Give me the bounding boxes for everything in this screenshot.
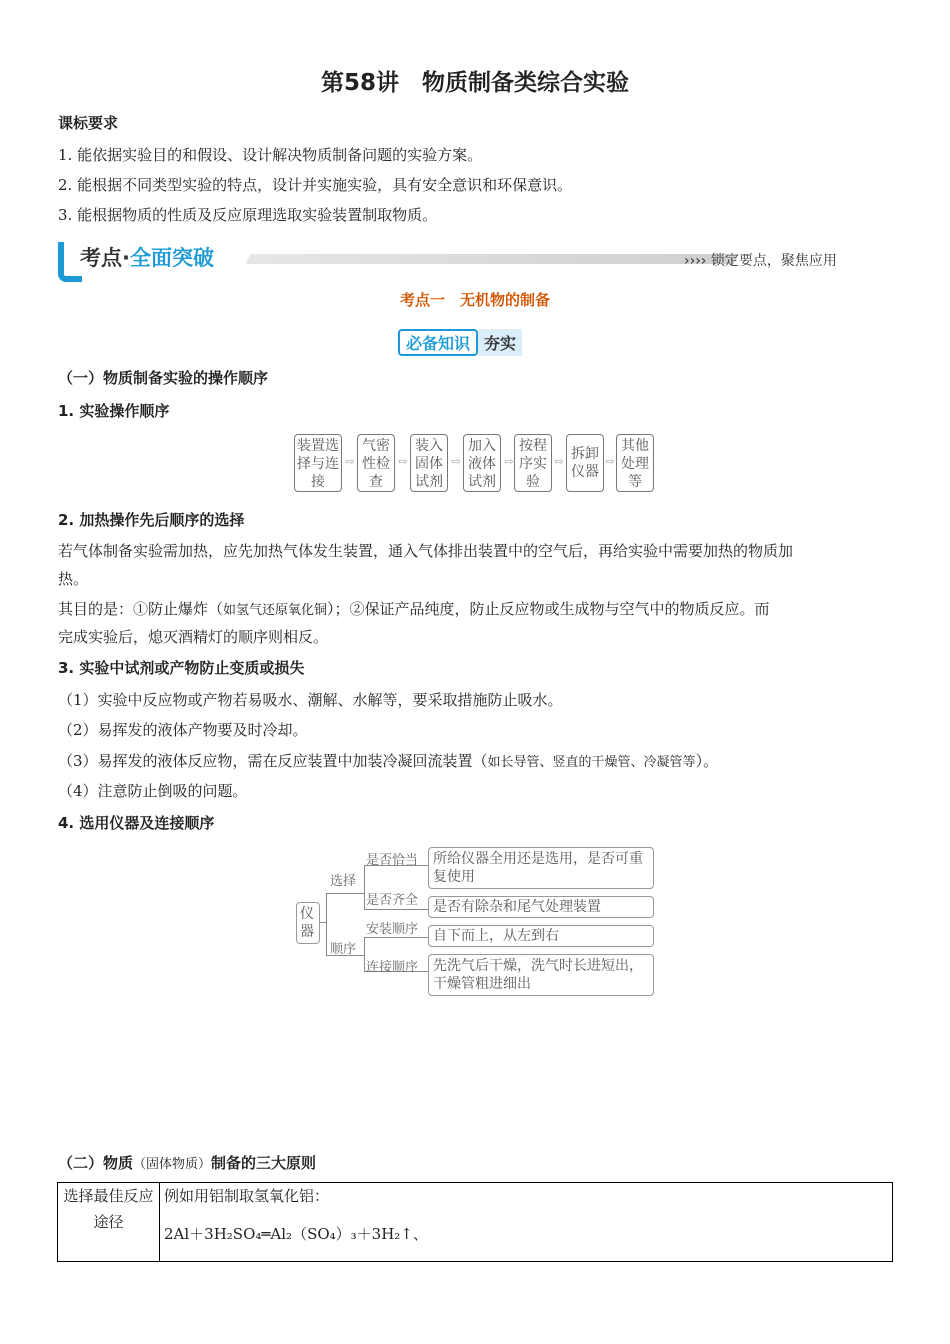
tree-answer: 自下而上，从左到右 <box>428 925 654 947</box>
principles-table <box>57 1182 893 1262</box>
banner-tagline: ›››› 锁定要点，聚焦应用 <box>684 253 837 269</box>
list-item: （4）注意防止倒吸的问题。 <box>58 782 248 800</box>
flow-step: 拆卸仪器 <box>566 434 604 492</box>
requirement-item: 1. 能依据实验目的和假设、设计解决物质制备问题的实验方案。 <box>58 146 483 164</box>
page-title: 第58讲 物质制备类综合实验 <box>320 70 629 96</box>
list-item: （3）易挥发的液体反应物，需在反应装置中加装冷凝回流装置（如长导管、竖直的干燥管、冷凝管等）。 <box>58 752 719 770</box>
table-cell-text: 例如用铝制取氢氧化铝： <box>164 1187 330 1205</box>
paragraph: 完成实验后，熄灭酒精灯的顺序则相反。 <box>58 628 329 646</box>
flow-step: 气密性检查 <box>357 434 395 492</box>
flow-step: 装入固体试剂 <box>410 434 448 492</box>
arrow-right-icon: ⇨ <box>605 455 615 468</box>
instrument-tree <box>294 845 674 1005</box>
flow-step: 其他处理等 <box>616 434 654 492</box>
paragraph: 其目的是：①防止爆炸（如氢气还原氧化铜）；②保证产品纯度，防止反应物或生成物与空气中的物质反应。而 <box>58 600 770 618</box>
sub-heading: 3. 实验中试剂或产物防止变质或损失 <box>58 659 305 677</box>
banner-bracket-icon <box>58 242 82 282</box>
requirements-heading: 课标要求 <box>58 114 119 132</box>
arrow-right-icon: ⇨ <box>504 455 514 468</box>
section-title: 考点一 无机物的制备 <box>399 291 550 309</box>
paragraph: 热。 <box>58 570 89 588</box>
tree-question: 连接顺序 <box>366 960 419 975</box>
list-item: （2）易挥发的液体产物要及时冷却。 <box>58 721 308 739</box>
tree-branch: 顺序 <box>330 942 357 957</box>
arrow-right-icon: ⇨ <box>451 455 461 468</box>
requirement-item: 3. 能根据物质的性质及反应原理选取实验装置制取物质。 <box>58 206 438 224</box>
tree-answer: 所给仪器全用还是选用，是否可重复使用 <box>428 847 654 889</box>
tree-question: 是否齐全 <box>366 893 419 908</box>
tree-answer: 先洗气后干燥，洗气时长进短出，干燥管粗进细出 <box>428 954 654 996</box>
tree-root: 仪器 <box>296 902 320 944</box>
requirement-item: 2. 能根据不同类型实验的特点，设计并实施实验，具有安全意识和环保意识。 <box>58 176 573 194</box>
arrow-right-icon: ⇨ <box>554 455 564 468</box>
table-cell-equation: 2Al＋3H₂SO₄═Al₂（SO₄）₃＋3H₂↑、 <box>164 1225 428 1243</box>
banner-divider <box>246 254 739 264</box>
list-item: （1）实验中反应物或产物若易吸水、潮解、水解等，要采取措施防止吸水。 <box>58 691 563 709</box>
tree-question: 是否恰当 <box>366 853 419 868</box>
tree-branch: 选择 <box>330 874 357 889</box>
part1-heading: （一）物质制备实验的操作顺序 <box>58 369 269 387</box>
arrow-right-icon: ⇨ <box>398 455 408 468</box>
sub-heading: 1. 实验操作顺序 <box>58 402 170 420</box>
section-banner <box>58 240 878 280</box>
arrow-right-icon: ⇨ <box>345 455 355 468</box>
tree-question: 安装顺序 <box>366 922 419 937</box>
part2-heading: （二）物质（固体物质）制备的三大原则 <box>58 1154 317 1172</box>
paragraph: 若气体制备实验需加热，应先加热气体发生装置，通入气体排出装置中的空气后，再给实验中需要加热的物质加 <box>58 542 794 560</box>
flow-step: 装置选择与连接 <box>294 434 342 492</box>
banner-title: 考点·全面突破 <box>80 246 214 270</box>
knowledge-badge: 必备知识 夯实 <box>398 329 522 355</box>
flow-step: 加入液体试剂 <box>463 434 501 492</box>
sub-heading: 2. 加热操作先后顺序的选择 <box>58 511 245 529</box>
flow-step: 按程序实验 <box>514 434 552 492</box>
table-label-cell: 选择最佳反应途径 <box>58 1183 160 1261</box>
sub-heading: 4. 选用仪器及连接顺序 <box>58 814 215 832</box>
tree-answer: 是否有除杂和尾气处理装置 <box>428 896 654 918</box>
